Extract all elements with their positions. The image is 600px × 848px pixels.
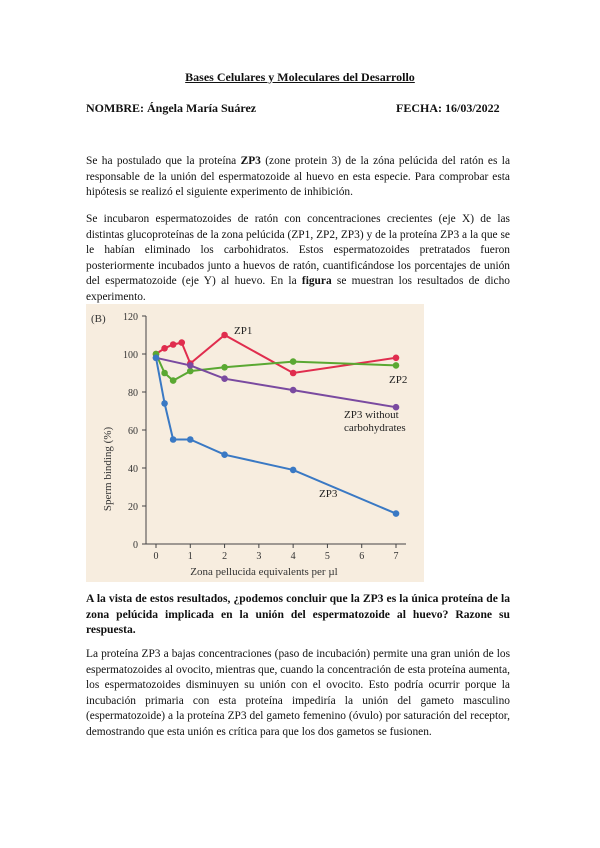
intro-p2-text-2: se muestran los resultados de dicho experimento. [86, 275, 510, 303]
series-2-point [161, 370, 168, 377]
figure-b-chart [86, 304, 424, 582]
annotation-carbohydrates: carbohydrates [344, 422, 406, 434]
series-2-point [170, 377, 177, 384]
y-tick-label: 80 [128, 388, 138, 399]
series-4-point [221, 451, 228, 458]
series-2-point [187, 368, 194, 375]
annotation-zp2: ZP2 [389, 374, 408, 386]
series-4-point [170, 436, 177, 443]
x-tick-label: 6 [359, 551, 365, 562]
intro-p1-text: Se ha postulado que la proteína [86, 155, 241, 167]
y-tick-label: 40 [128, 464, 138, 475]
date-value: 16/03/2022 [445, 101, 500, 115]
x-tick-label: 5 [324, 551, 330, 562]
series-2-point [393, 362, 400, 369]
intro-paragraph-2 [86, 212, 510, 306]
x-tick-label: 7 [393, 551, 399, 562]
x-tick-label: 3 [256, 551, 262, 562]
intro-p2-text: Se incubaron espermatozoides de ratón con concentraciones crecientes (eje X) de las distintas glucoproteínas de la zona pelúcida (ZP1, ZP2, ZP3) y de la proteína ZP3 a la que se le habían eliminado los carbohidratos. Estos espermatozoides pretratados fueron posteriormente incubados junto a huevos de ratón, cuantificándose los porcentajes de unión del espermatozoide (eje Y) al huevo. En la [86, 213, 510, 288]
annotation-zp3-without: ZP3 without [344, 409, 399, 421]
series-1-point [170, 341, 177, 348]
name-value: Ángela María Suárez [147, 101, 257, 115]
y-tick-label: 60 [128, 426, 138, 437]
series-4-point [393, 510, 400, 517]
x-tick-label: 0 [153, 551, 159, 562]
series-3-point [187, 362, 194, 369]
series-4-point [187, 436, 194, 443]
intro-paragraph-1 [86, 154, 510, 201]
chart-svg [86, 304, 424, 582]
series-2-point [290, 358, 297, 365]
x-tick-label: 1 [187, 551, 193, 562]
series-4-point [290, 467, 297, 474]
intro-p1-bold: ZP3 [240, 155, 261, 167]
intro-p1-text-2: (zone protein 3) de la zóna pelúcida del ratón es la responsable de la unión del espermatozoide al huevo en esta especie. Para comprobar esta hipótesis se realizó el siguiente experimento de inhibición. [86, 155, 510, 199]
annotation-zp1: ZP1 [234, 325, 253, 337]
y-tick-label: 100 [123, 350, 138, 361]
question-text: A la vista de estos resultados, ¿podemos concluir que la ZP3 es la única proteína de la zona pelúcida implicada en la unión del espermatozoide al huevo? Razone su respuesta. [86, 592, 510, 637]
y-axis-label: Sperm binding (%) [102, 426, 114, 512]
x-tick-label: 4 [290, 551, 296, 562]
series-4-point [161, 400, 168, 407]
date-label: FECHA: [396, 101, 442, 115]
student-name-line [86, 101, 256, 116]
document-title: Bases Celulares y Moleculares del Desarrollo [185, 70, 415, 84]
series-1-point [393, 355, 400, 362]
date-line [396, 101, 500, 116]
x-axis-label: Zona pellucida equivalents per µl [190, 566, 338, 578]
answer-text: La proteína ZP3 a bajas concentraciones (paso de incubación) permite una gran unión de los espermatozoides al ovocito, mientras que, cuando la concentración de esta proteína aumenta, los espermatozoides disminuyen su unión con el ovocito. Esto podría ocurrir porque la incubación primaria con esta proteína impediría la unión del gameto masculino (espermatozoide) a la proteína ZP3 del gameto femenino (óvulo) por saturación del receptor, demostrando que esta unión es crítica para que los dos gametos se fusionen. [86, 648, 510, 738]
y-tick-label: 20 [128, 502, 138, 513]
y-tick-label: 120 [123, 312, 138, 323]
series-2-point [221, 364, 228, 371]
annotation-zp3: ZP3 [319, 488, 338, 500]
series-line-4 [156, 358, 396, 514]
y-tick-label: 0 [133, 540, 138, 551]
series-3-point [221, 375, 228, 382]
name-label: NOMBRE: [86, 101, 144, 115]
x-tick-label: 2 [222, 551, 228, 562]
series-3-point [290, 387, 297, 394]
series-1-point [290, 370, 297, 377]
panel-label: (B) [91, 313, 106, 325]
series-1-point [178, 339, 185, 346]
series-1-point [161, 345, 168, 352]
series-4-point [153, 355, 160, 362]
series-1-point [221, 332, 228, 339]
intro-p2-bold: figura [301, 275, 332, 288]
